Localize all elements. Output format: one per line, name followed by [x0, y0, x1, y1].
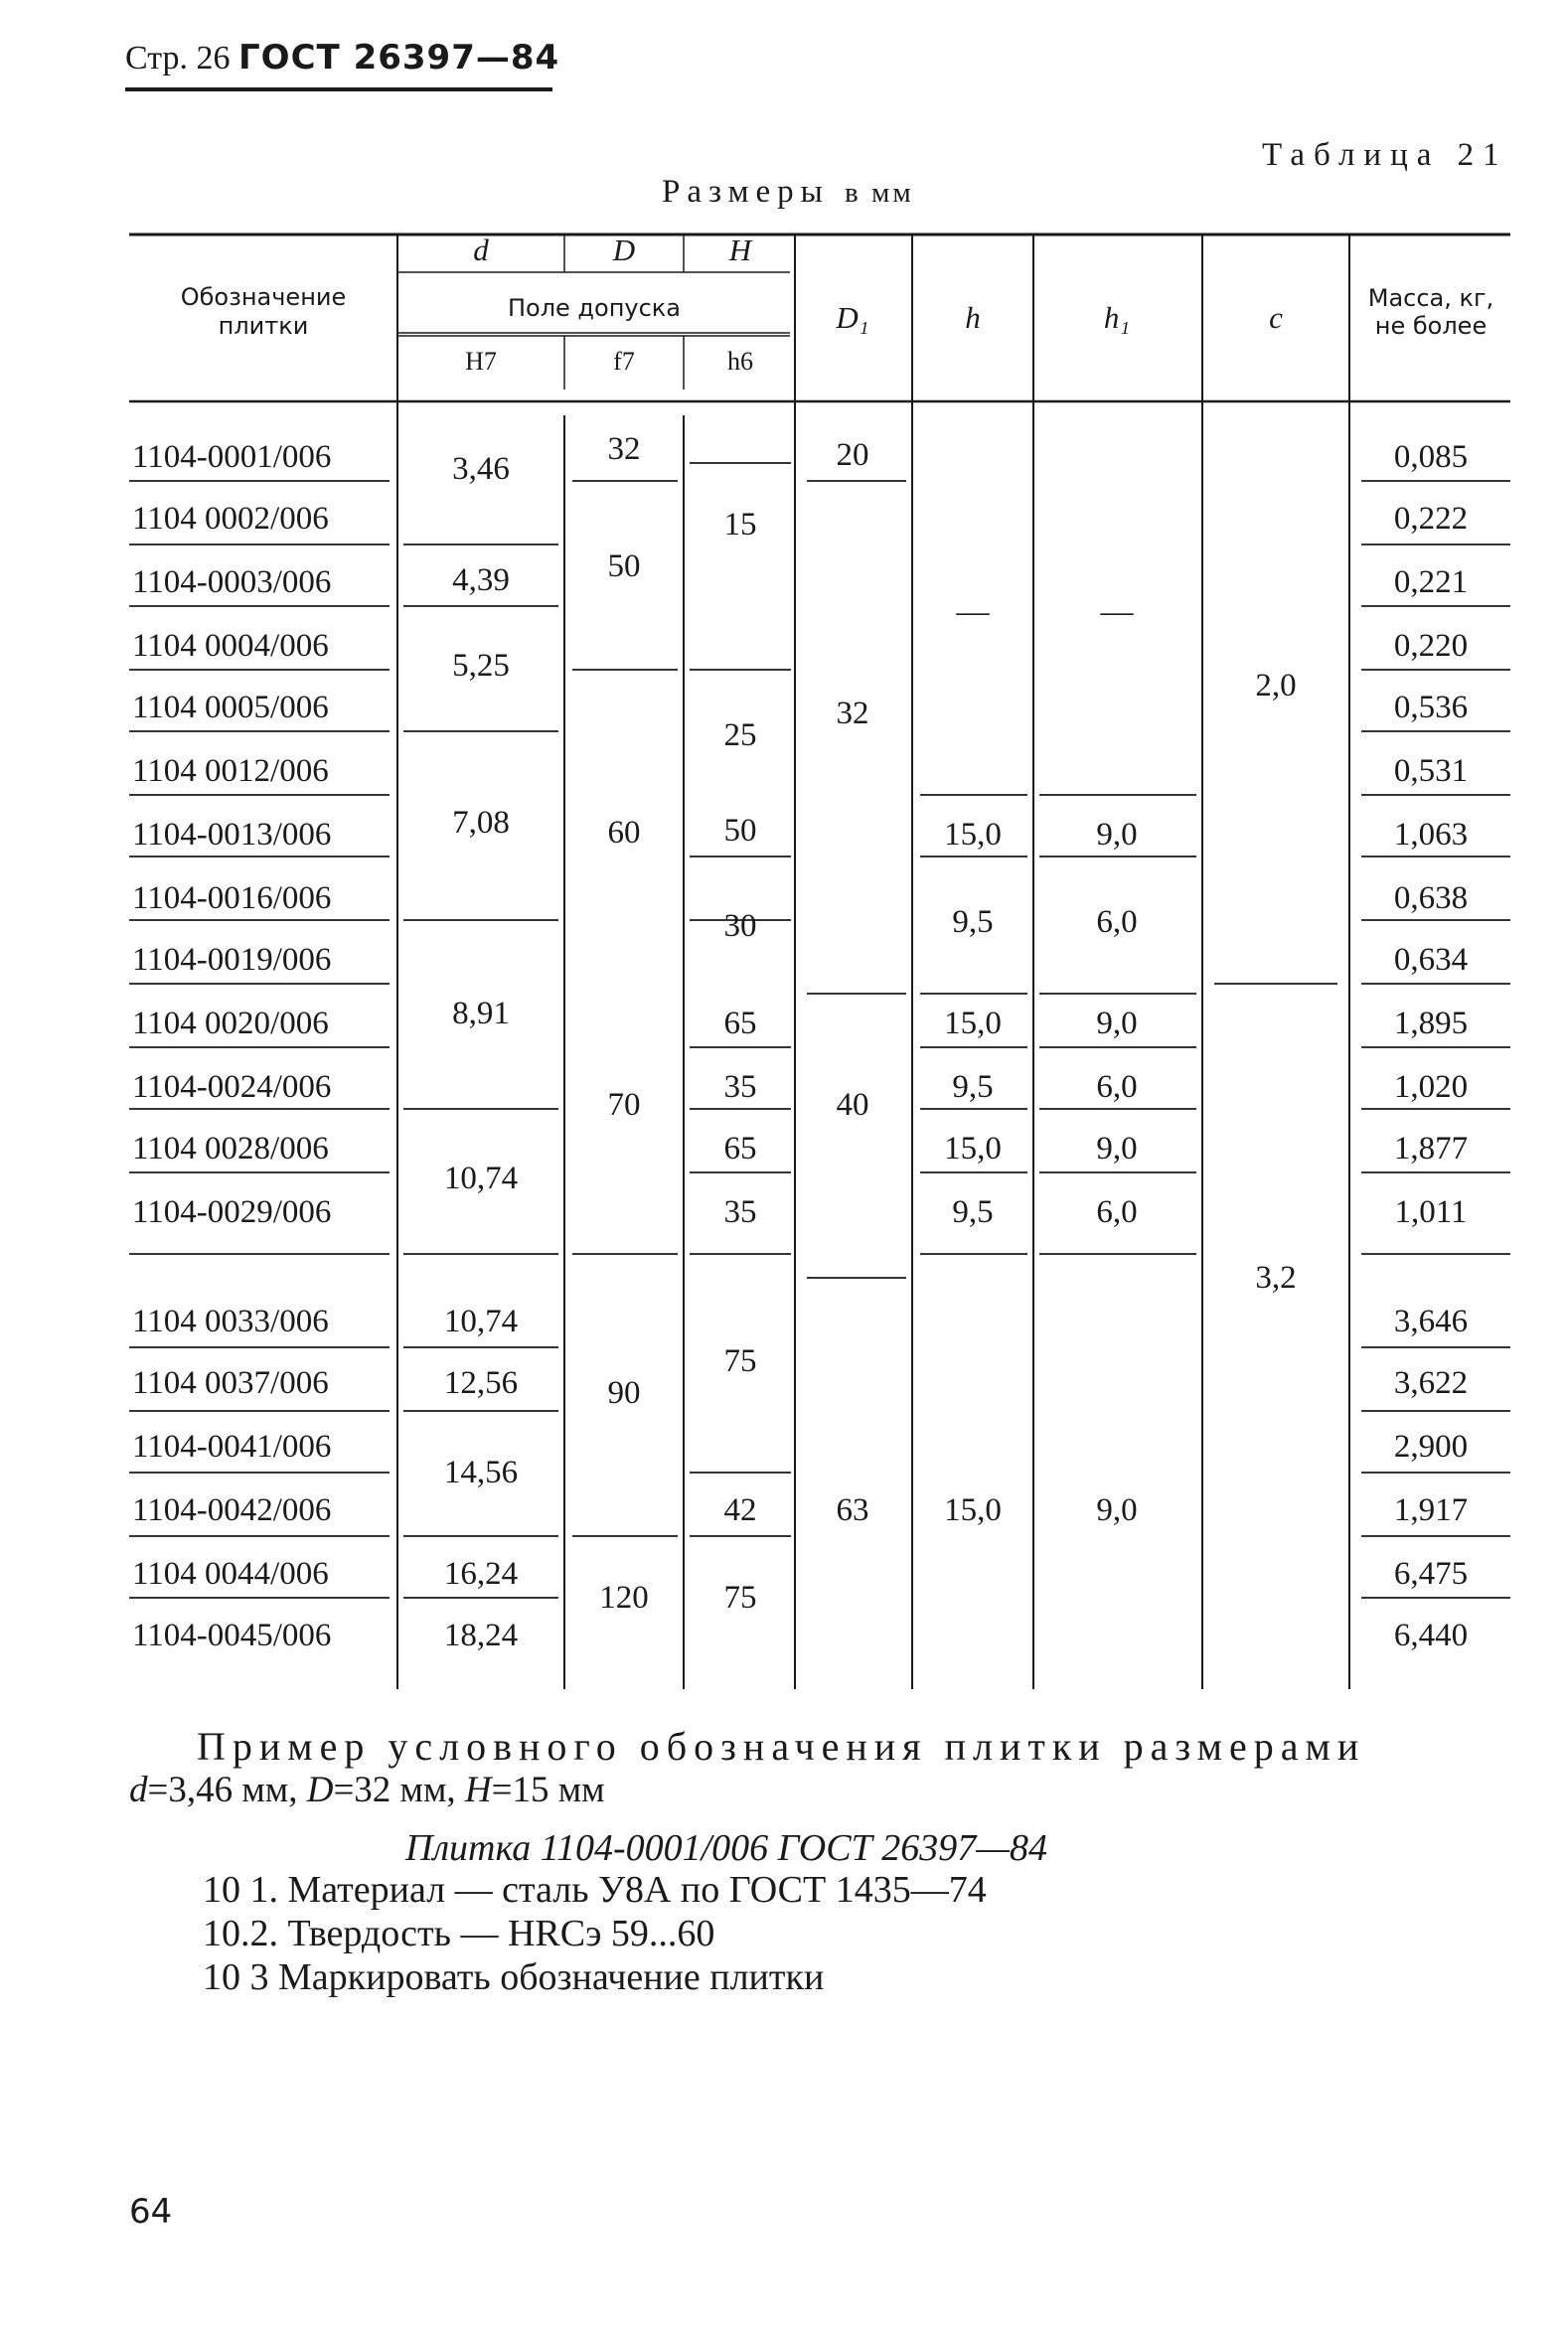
- cell-mass: 6,440: [1393, 1618, 1469, 1653]
- cell-mass: 1,877: [1393, 1131, 1469, 1166]
- cell-c: 2,0: [1255, 668, 1297, 703]
- header-H: H: [728, 233, 752, 267]
- designation-cell: 1104-0013/006: [132, 817, 332, 853]
- cell-mass: 6,475: [1393, 1556, 1469, 1592]
- designation-cell: 1104-0041/006: [132, 1429, 332, 1465]
- cell-H: 75: [723, 1343, 757, 1379]
- cell-D1: 40: [836, 1087, 869, 1123]
- cell-h1: 6,0: [1096, 904, 1138, 940]
- designation-cell: 1104-0024/006: [132, 1069, 332, 1105]
- cell-H: 65: [723, 1131, 757, 1166]
- cell-d: 3,46: [452, 451, 510, 487]
- cell-h: 15,0: [944, 1006, 1002, 1041]
- example-heading: Пример условного обозначения плитки размерами: [197, 1724, 1366, 1769]
- cell-h: 15,0: [944, 817, 1002, 853]
- cell-h1: 6,0: [1096, 1069, 1138, 1105]
- cell-h: 9,5: [952, 1069, 994, 1105]
- cell-mass: 0,220: [1393, 628, 1469, 664]
- param-D-value: =32 мм,: [333, 1770, 456, 1810]
- cell-mass: 0,638: [1393, 880, 1469, 916]
- header-h1: h₁: [1103, 300, 1131, 335]
- cell-d: 5,25: [452, 648, 510, 684]
- designation-cell: 1104 0044/006: [132, 1556, 329, 1592]
- cell-H: 15: [723, 507, 757, 543]
- param-H-value: =15 мм: [491, 1770, 605, 1810]
- designation-cell: 1104 0037/006: [132, 1365, 329, 1401]
- param-d-value: =3,46 мм,: [147, 1770, 298, 1810]
- designation-cell: 1104-0029/006: [132, 1194, 332, 1230]
- cell-D: 70: [607, 1087, 641, 1123]
- cell-H: 75: [723, 1580, 757, 1616]
- page-number: 64: [129, 2192, 173, 2232]
- example-designation: Плитка 1104-0001/006 ГОСТ 26397—84: [405, 1827, 1047, 1869]
- cell-D: 60: [607, 815, 641, 851]
- designation-cell: 1104 0012/006: [132, 753, 329, 789]
- cell-H: 35: [723, 1069, 757, 1105]
- cell-D1: 20: [836, 437, 869, 473]
- header-mass: Масса, кг,: [1367, 284, 1494, 312]
- cell-h1: 6,0: [1096, 1194, 1138, 1230]
- designation-cell: 1104-0045/006: [132, 1618, 332, 1653]
- paragraph-10-3: 10 3 Маркировать обозначение плитки: [203, 1956, 825, 1998]
- cell-H: 30: [723, 908, 757, 944]
- standard-number: ГОСТ 26397—84: [238, 38, 560, 78]
- cell-mass: 0,221: [1393, 564, 1469, 600]
- designation-cell: 1104 0033/006: [132, 1304, 329, 1339]
- cell-mass: 0,536: [1393, 690, 1469, 725]
- cell-d: 10,74: [443, 1304, 519, 1339]
- header-designation: плитки: [218, 312, 309, 340]
- cell-mass: 0,634: [1393, 942, 1469, 978]
- designation-cell: 1104 0004/006: [132, 628, 329, 664]
- cell-H: 35: [723, 1194, 757, 1230]
- cell-h: 15,0: [944, 1131, 1002, 1166]
- cell-h: 9,5: [952, 1194, 994, 1230]
- designation-cell: 1104 0005/006: [132, 690, 329, 725]
- header-d-tol: H7: [465, 347, 497, 376]
- cell-d: 16,24: [443, 1556, 519, 1592]
- designation-cell: 1104 0028/006: [132, 1131, 329, 1166]
- cell-mass: 1,917: [1393, 1492, 1469, 1528]
- designation-cell: 1104-0019/006: [132, 942, 332, 978]
- cell-d: 8,91: [452, 996, 510, 1031]
- cell-H: 42: [723, 1492, 757, 1528]
- cell-mass: 0,085: [1393, 439, 1469, 475]
- units-suffix: в мм: [845, 177, 914, 209]
- cell-mass: 3,646: [1393, 1304, 1469, 1339]
- cell-d: 14,56: [443, 1455, 519, 1490]
- cell-c: 3,2: [1255, 1260, 1297, 1296]
- cell-h: —: [956, 594, 990, 630]
- designation-cell: 1104-0016/006: [132, 880, 332, 916]
- header-D-tol: f7: [613, 347, 635, 376]
- cell-D1: 32: [836, 696, 869, 731]
- param-D-symbol: D: [306, 1770, 334, 1810]
- cell-d: 18,24: [443, 1618, 519, 1653]
- paragraph-10-1: 10 1. Материал — сталь У8А по ГОСТ 1435—74: [203, 1869, 987, 1911]
- cell-D: 50: [607, 548, 641, 584]
- cell-mass: 1,895: [1393, 1006, 1469, 1041]
- units-label: Размеры: [662, 174, 830, 210]
- header-mass: не более: [1374, 312, 1488, 340]
- designation-cell: 1104-0001/006: [132, 439, 332, 475]
- cell-mass: 1,011: [1394, 1194, 1468, 1230]
- param-d-symbol: d: [129, 1770, 148, 1810]
- cell-mass: 2,900: [1393, 1429, 1469, 1465]
- designation-cell: 1104-0042/006: [132, 1492, 332, 1528]
- cell-H: 50: [723, 813, 757, 849]
- cell-mass: 0,531: [1393, 753, 1469, 789]
- example-params: [129, 1769, 605, 1811]
- paragraph-10-2: 10.2. Твердость — HRCэ 59...60: [203, 1913, 715, 1954]
- cell-d: 7,08: [452, 805, 510, 841]
- cell-h: 9,5: [952, 904, 994, 940]
- designation-cell: 1104 0020/006: [132, 1006, 329, 1041]
- header-D: D: [612, 233, 636, 267]
- cell-H: 65: [723, 1006, 757, 1041]
- cell-D: 120: [599, 1580, 649, 1616]
- header-tolerance: Поле допуска: [507, 294, 682, 322]
- table-title: Таблица 21: [1262, 137, 1508, 173]
- cell-h1: —: [1100, 594, 1134, 630]
- cell-h1: 9,0: [1096, 1492, 1138, 1528]
- cell-H: 25: [723, 717, 757, 753]
- cell-mass: 1,020: [1393, 1069, 1469, 1105]
- param-H-symbol: H: [464, 1770, 492, 1810]
- cell-h1: 9,0: [1096, 1131, 1138, 1166]
- header-H-tol: h6: [727, 347, 753, 376]
- cell-h: 15,0: [944, 1492, 1002, 1528]
- header-c: c: [1269, 300, 1283, 335]
- header-designation: Обозначение: [180, 283, 347, 311]
- cell-d: 12,56: [443, 1365, 519, 1401]
- header-D1: D₁: [836, 300, 869, 335]
- header-d: d: [473, 233, 489, 267]
- cell-h1: 9,0: [1096, 1006, 1138, 1041]
- cell-D1: 63: [836, 1492, 869, 1528]
- designation-cell: 1104 0002/006: [132, 501, 329, 537]
- page-label: Стр. 26: [125, 40, 231, 77]
- cell-d: 10,74: [443, 1161, 519, 1196]
- cell-D: 32: [607, 431, 641, 467]
- cell-mass: 1,063: [1393, 817, 1469, 853]
- cell-d: 4,39: [452, 562, 510, 598]
- cell-h1: 9,0: [1096, 817, 1138, 853]
- cell-mass: 3,622: [1393, 1365, 1469, 1401]
- header-h: h: [965, 300, 981, 335]
- designation-cell: 1104-0003/006: [132, 564, 332, 600]
- cell-mass: 0,222: [1393, 501, 1469, 537]
- cell-D: 90: [607, 1375, 641, 1411]
